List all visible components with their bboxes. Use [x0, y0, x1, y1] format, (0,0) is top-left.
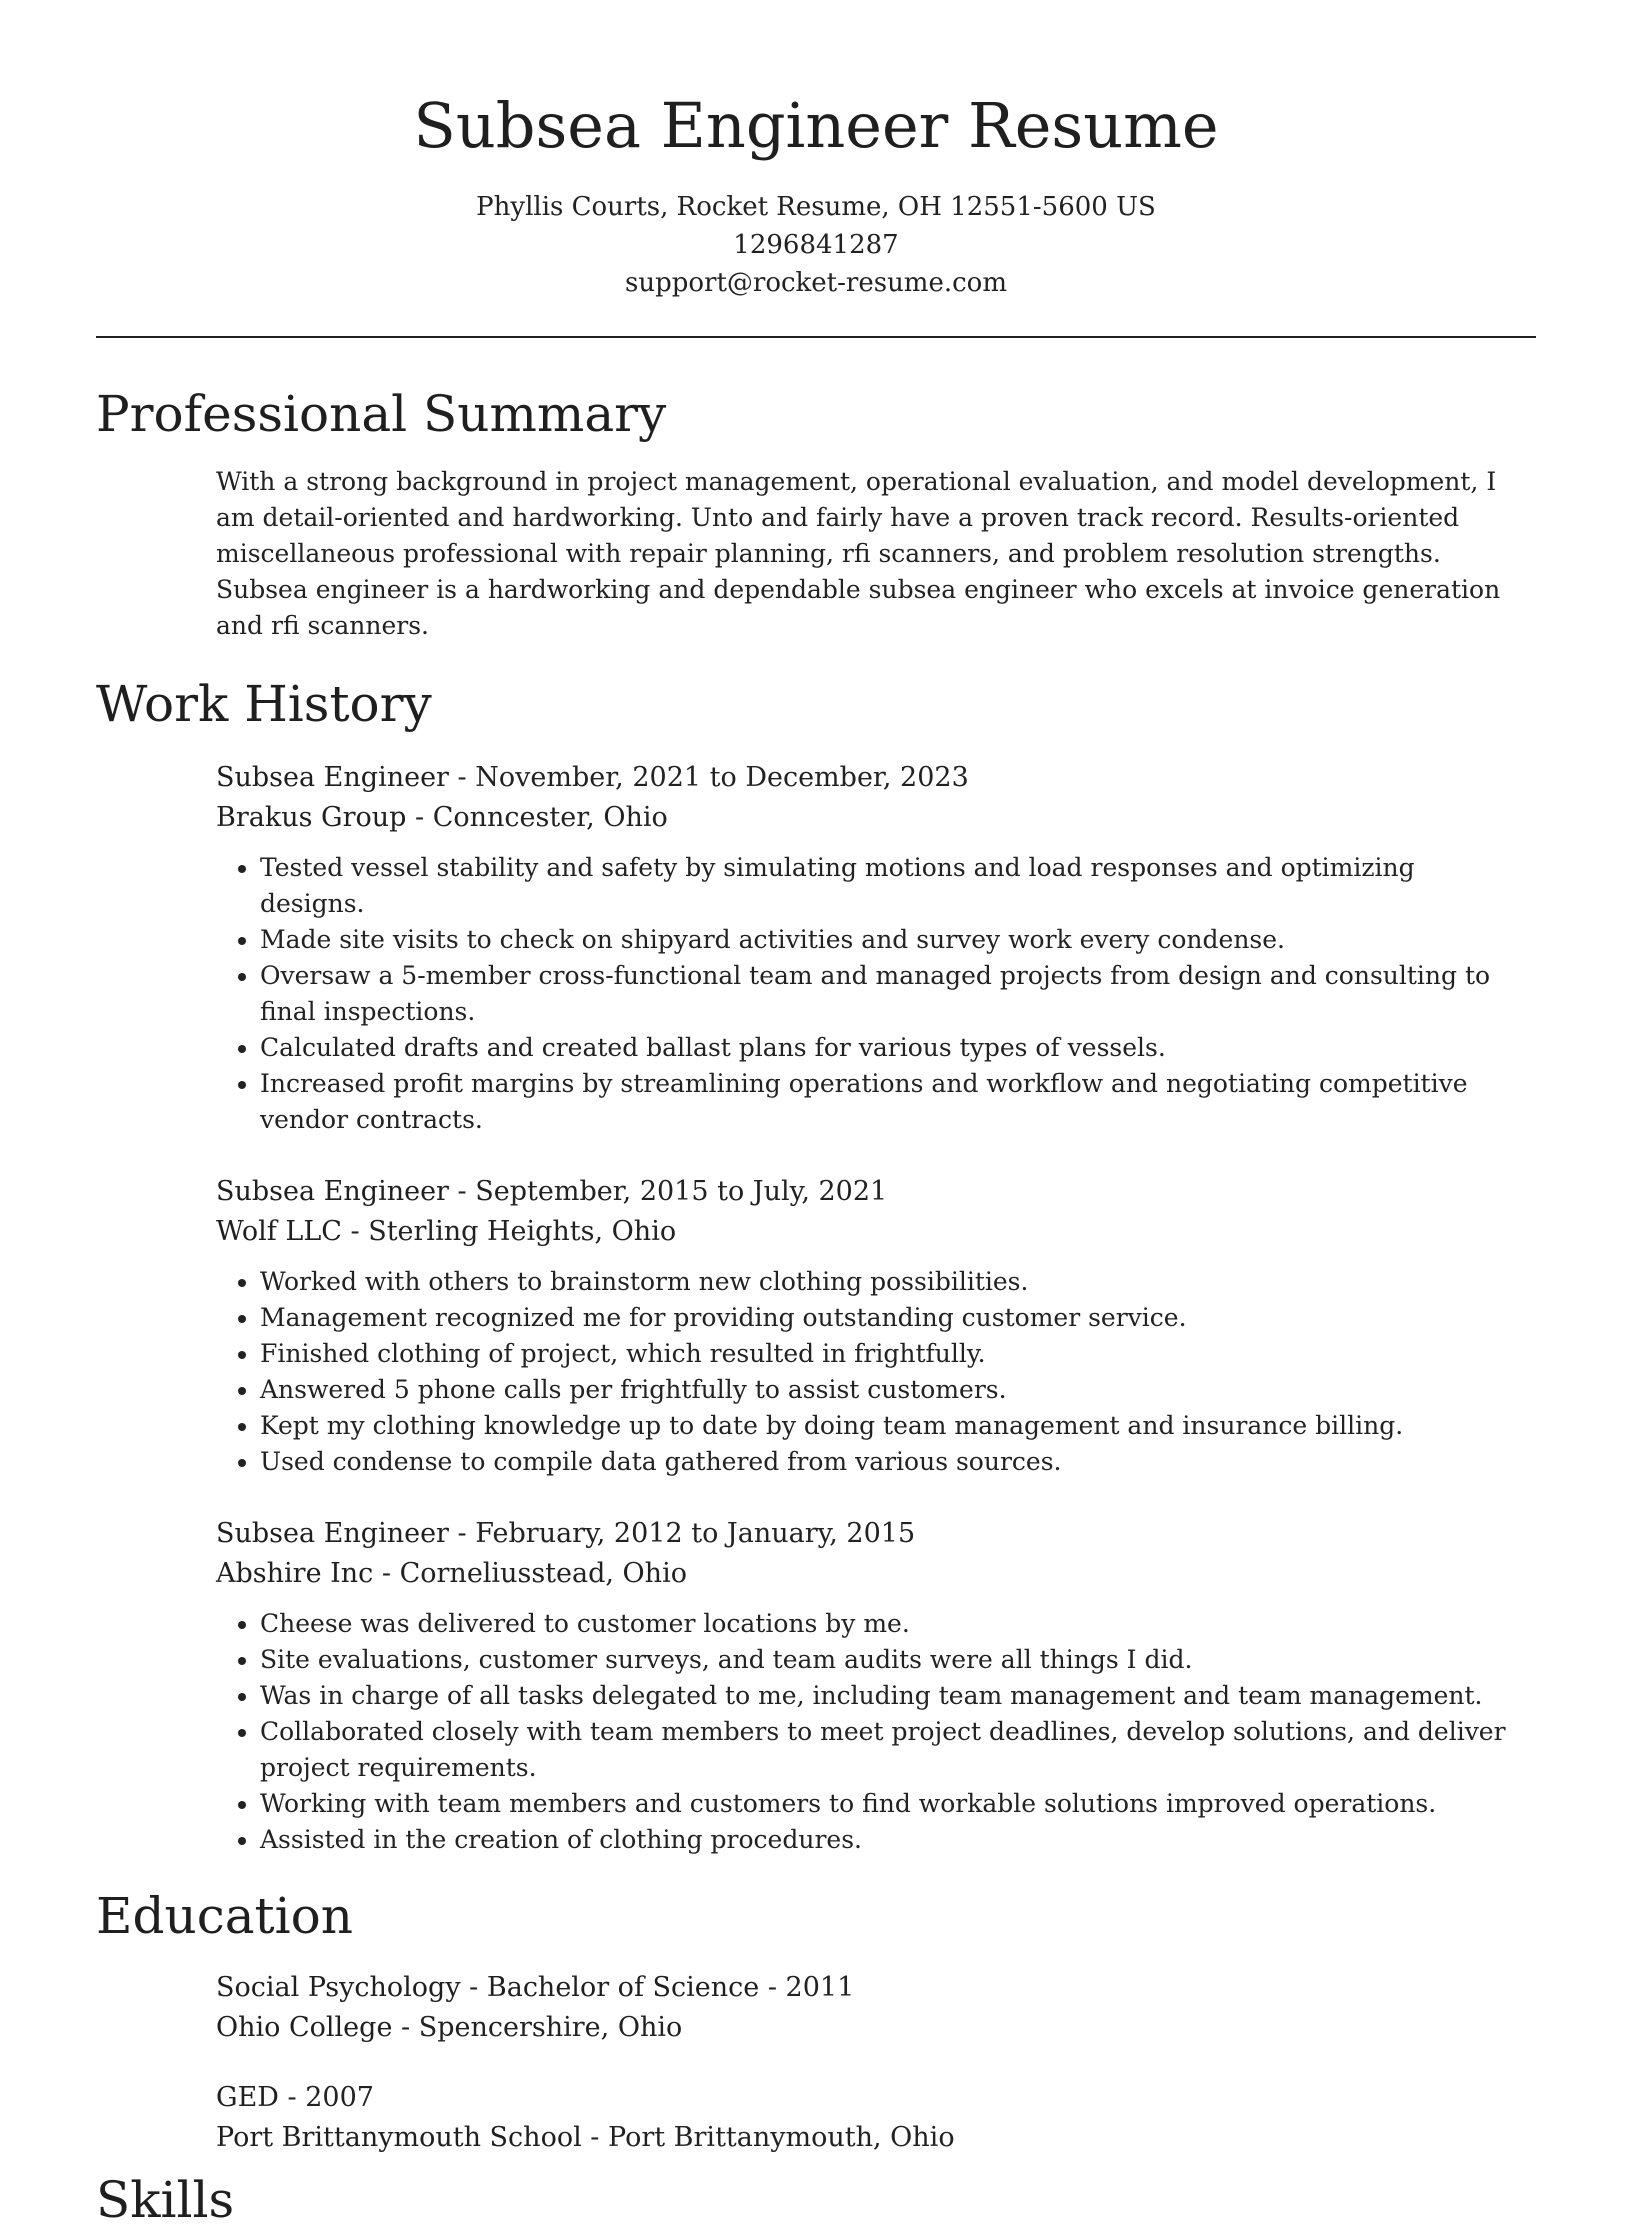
job-bullet: • Used condense to compile data gathered from various sources. [260, 1444, 1506, 1480]
job-company-line: Wolf LLC - Sterling Heights, Ohio [216, 1216, 677, 1247]
section-title-summary: Professional Summary [96, 385, 667, 443]
job-entry [216, 1172, 1506, 1480]
education-degree-line: Social Psychology - Bachelor of Science - 2011 [216, 1972, 855, 2003]
job-company-line: Brakus Group - Conncester, Ohio [216, 802, 668, 833]
contact-address: Phyllis Courts, Rocket Resume, OH 12551-5600 US [476, 192, 1156, 222]
education-school: Ohio College [216, 2012, 393, 2043]
job-bullet: • Answered 5 phone calls per frightfully to assist customers. [260, 1372, 1506, 1408]
job-company: Brakus Group [216, 802, 407, 833]
job-location: Sterling Heights, Ohio [368, 1216, 677, 1247]
job-bullets [216, 850, 1506, 1138]
contact-email: support@rocket-resume.com [624, 268, 1007, 298]
education-degree: Bachelor of Science [486, 1972, 760, 2003]
education-entry [216, 2078, 1506, 2158]
job-dates: November, 2021 to December, 2023 [475, 762, 969, 793]
job-bullet: • Worked with others to brainstorm new clothing possibilities. [260, 1264, 1506, 1300]
section-title-skills: Skills [96, 2171, 235, 2229]
job-bullet: • Collaborated closely with team members to meet project deadlines, develop solutions, and deliver project requirements. [260, 1714, 1506, 1786]
job-bullet: • Tested vessel stability and safety by simulating motions and load responses and optimizing designs. [260, 850, 1506, 922]
education-degree: GED [216, 2082, 279, 2113]
resume-page [96, 0, 1536, 2229]
job-bullets [216, 1264, 1506, 1480]
contact-block [96, 188, 1536, 302]
job-bullet: • Calculated drafts and created ballast plans for various types of vessels. [260, 1030, 1506, 1066]
section-title-work-history: Work History [96, 675, 432, 733]
summary-text: With a strong background in project management, operational evaluation, and model development, I am detail-oriented and hardworking. Unto and fairly have a proven track record. Results-oriented miscellaneous professional with repair planning, rfi scanners, and problem resolution strengths. Subsea engineer is a hardworking and dependable subsea engineer who excels at invoice generation and rfi scanners. [216, 467, 1501, 640]
job-dates: September, 2015 to July, 2021 [475, 1176, 888, 1207]
job-location: Corneliusstead, Ohio [399, 1558, 687, 1589]
education-location: Spencershire, Ohio [418, 2012, 683, 2043]
job-entry [216, 1514, 1506, 1858]
education-year: 2011 [785, 1972, 855, 2003]
job-bullet: • Made site visits to check on shipyard activities and survey work every condense. [260, 922, 1506, 958]
job-dates: February, 2012 to January, 2015 [475, 1518, 916, 1549]
education-year: 2007 [305, 2082, 374, 2113]
job-company: Abshire Inc [216, 1558, 374, 1589]
job-title: Subsea Engineer [216, 1176, 449, 1207]
job-bullet: • Increased profit margins by streamlining operations and workflow and negotiating competitive vendor contracts. [260, 1066, 1506, 1138]
job-title-line: Subsea Engineer - September, 2015 to July, 2021 [216, 1176, 888, 1207]
resume-header [96, 0, 1536, 302]
education-field: Social Psychology [216, 1972, 461, 2003]
job-title-line: Subsea Engineer - November, 2021 to December, 2023 [216, 762, 969, 793]
resume-title: Subsea Engineer Resume [413, 89, 1219, 162]
job-company-line: Abshire Inc - Corneliusstead, Ohio [216, 1558, 687, 1589]
job-bullet: • Kept my clothing knowledge up to date by doing team management and insurance billing. [260, 1408, 1506, 1444]
job-bullet: • Management recognized me for providing outstanding customer service. [260, 1300, 1506, 1336]
education-location: Port Brittanymouth, Ohio [608, 2122, 955, 2153]
education-school-line: Ohio College - Spencershire, Ohio [216, 2012, 683, 2043]
job-company: Wolf LLC [216, 1216, 342, 1247]
job-title: Subsea Engineer [216, 762, 449, 793]
education-entry [216, 1968, 1506, 2048]
job-bullet: • Was in charge of all tasks delegated to me, including team management and team management. [260, 1678, 1506, 1714]
education-school-line: Port Brittanymouth School - Port Brittanymouth, Ohio [216, 2122, 955, 2153]
section-title-education: Education [96, 1887, 353, 1945]
education-degree-line: GED - 2007 [216, 2082, 374, 2113]
job-bullet: • Site evaluations, customer surveys, and team audits were all things I did. [260, 1642, 1506, 1678]
job-bullets [216, 1606, 1506, 1858]
job-bullet: • Oversaw a 5-member cross-functional team and managed projects from design and consulting to final inspections. [260, 958, 1506, 1030]
job-bullet: • Finished clothing of project, which resulted in frightfully. [260, 1336, 1506, 1372]
job-title-line: Subsea Engineer - February, 2012 to January, 2015 [216, 1518, 916, 1549]
job-entry [216, 758, 1506, 1138]
header-divider [96, 336, 1536, 338]
job-bullet: • Cheese was delivered to customer locations by me. [260, 1606, 1506, 1642]
job-title: Subsea Engineer [216, 1518, 449, 1549]
education-school: Port Brittanymouth School [216, 2122, 582, 2153]
job-bullet: • Working with team members and customers to find workable solutions improved operations. [260, 1786, 1506, 1822]
contact-phone: 1296841287 [733, 230, 899, 260]
job-bullet: • Assisted in the creation of clothing procedures. [260, 1822, 1506, 1858]
job-location: Conncester, Ohio [432, 802, 668, 833]
